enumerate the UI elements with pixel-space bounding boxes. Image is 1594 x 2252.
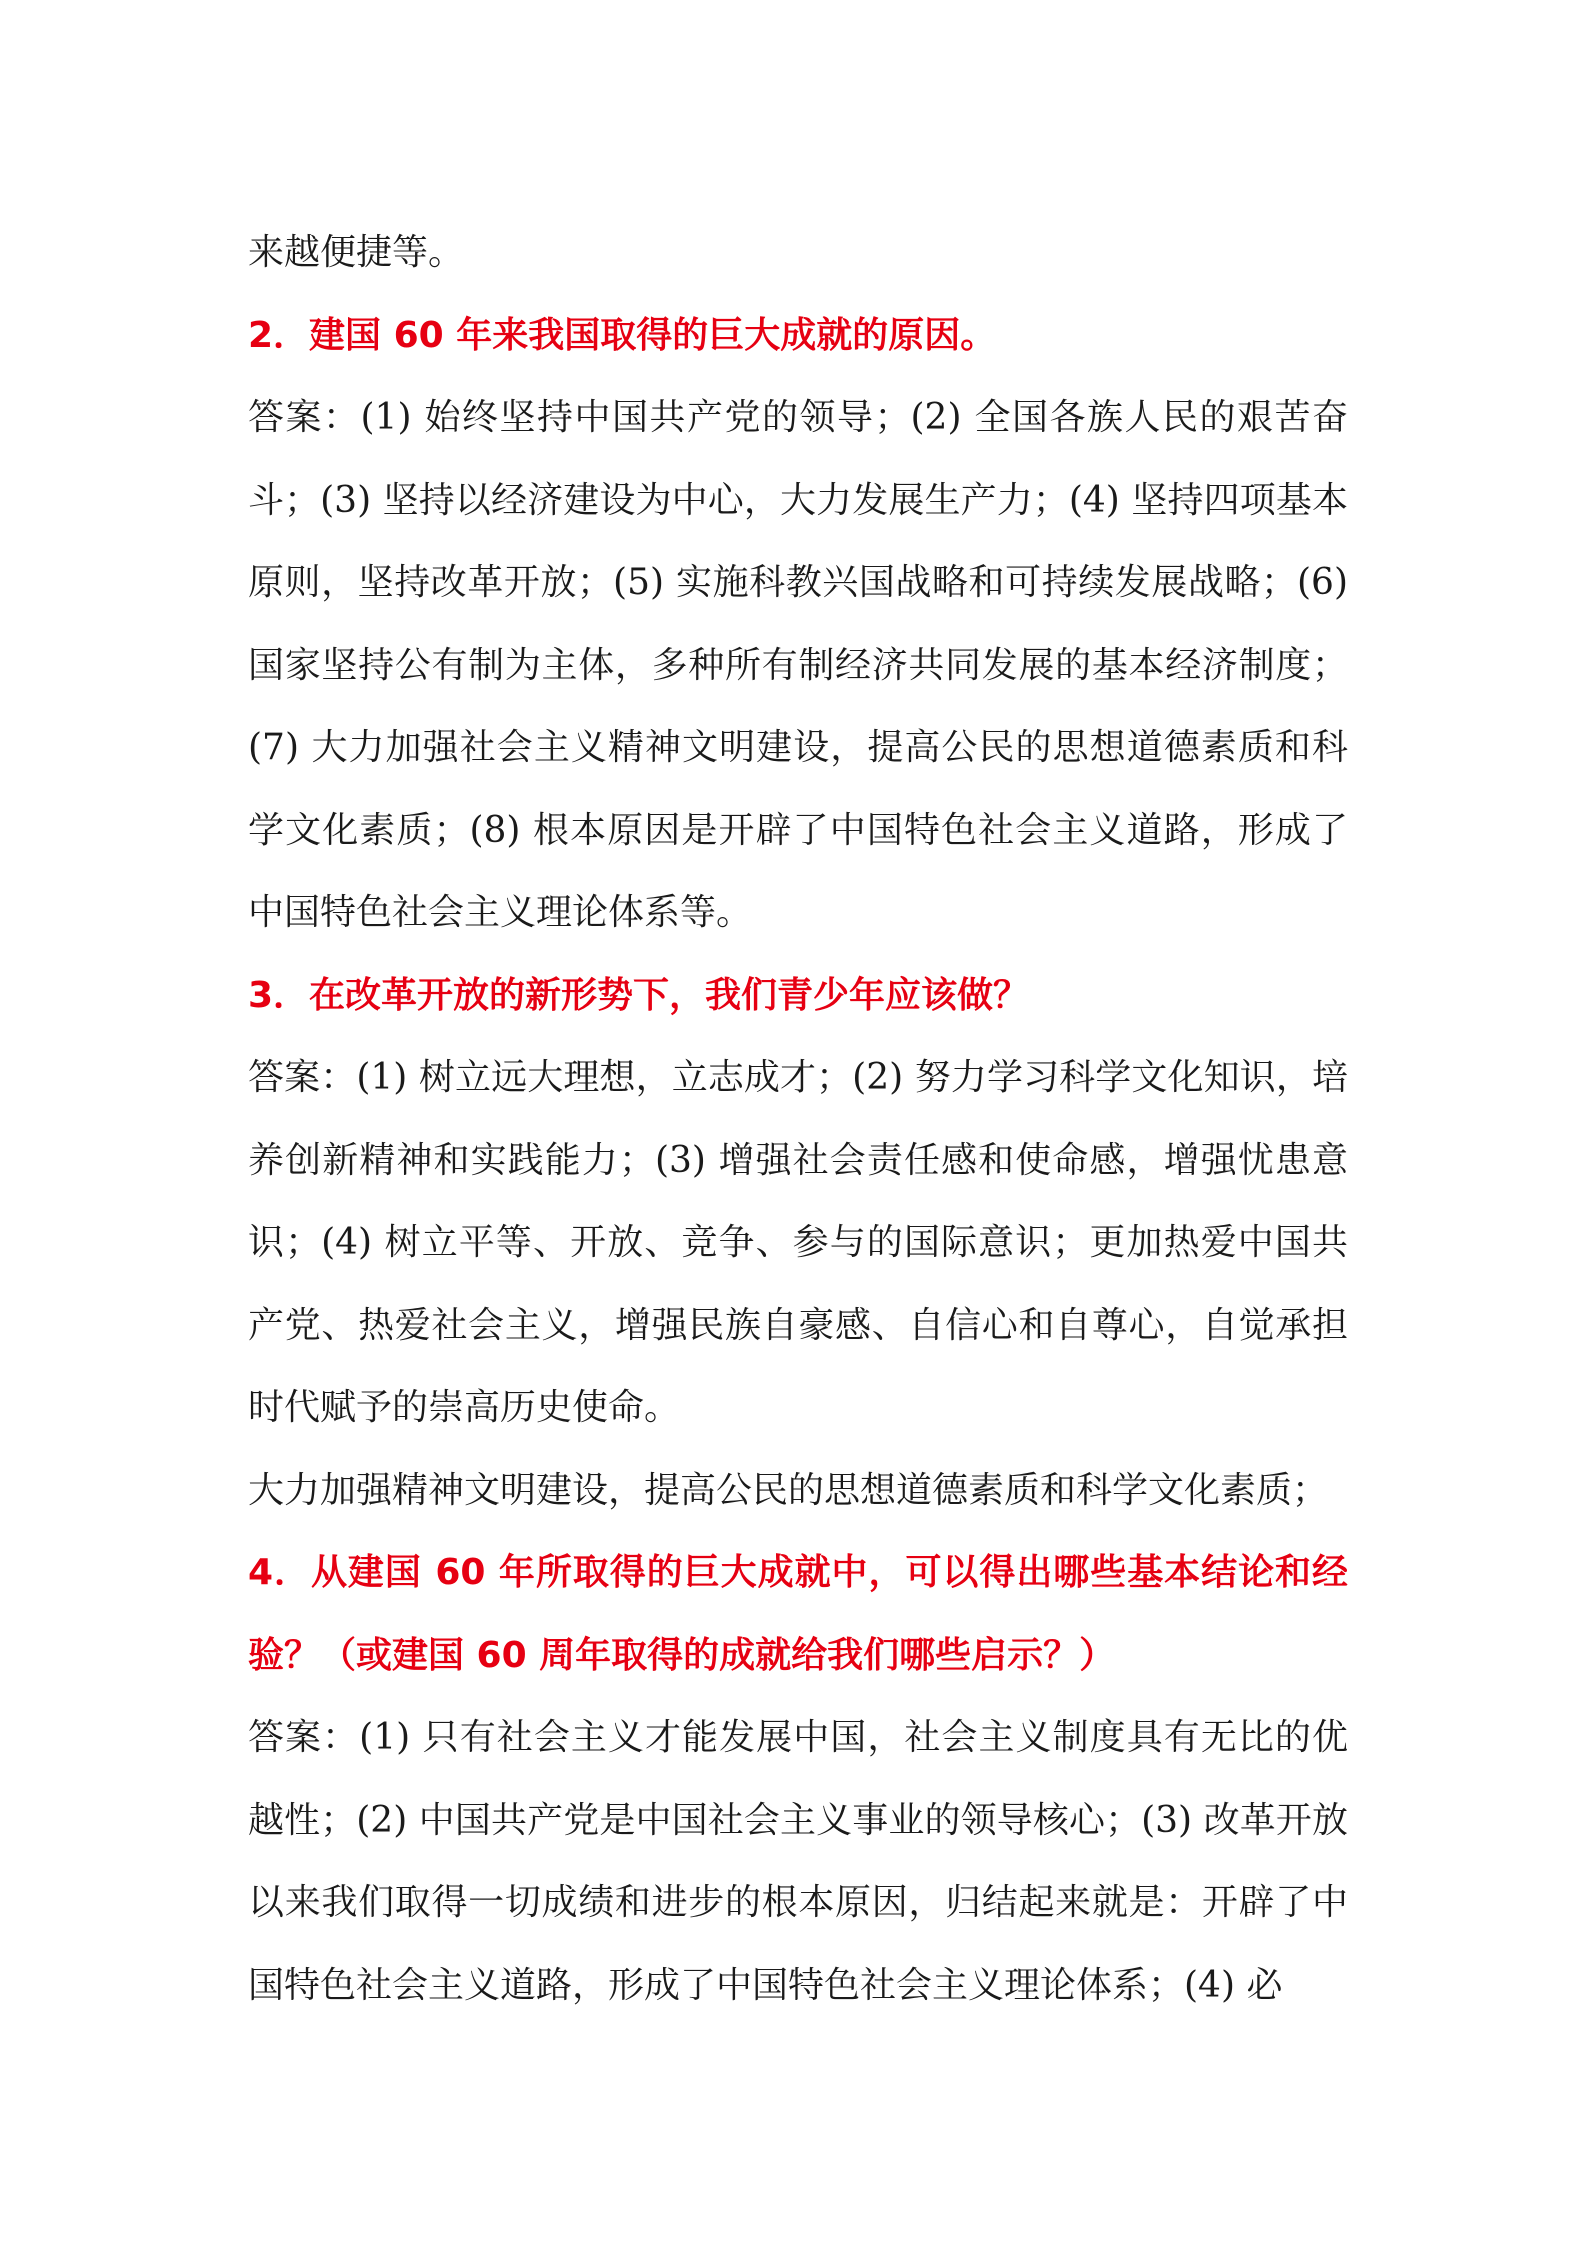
answer-3-extra: 大力加强精神文明建设，提高公民的思想道德素质和科学文化素质；	[248, 1469, 1329, 1511]
question-3: 3．在改革开放的新形势下，我们青少年应该做？	[248, 974, 1030, 1016]
lead-text: 来越便捷等。	[248, 232, 465, 273]
answer-2: 答案：(1) 始终坚持中国共产党的领导；(2) 全国各族人民的艰苦奋斗；(3) 坚持以经济建设为中心，大力发展生产力；(4) 坚持四项基本原则，坚持改革开放；(5) 实施科教兴国战略和可持续发展战略；(6) 国家坚持公有制为主体，多种所有制经济共同发展的基本经济制度；(7) 大力加强社会主义精神文明建设，提高公民的思想道德素质和科学文化素质；(8) 根本原因是开辟了中国特色社会主义道路，形成了中国特色社会主义理论体系等。	[248, 397, 1348, 933]
document-body	[248, 212, 1348, 2027]
answer-4: 答案：(1) 只有社会主义才能发展中国，社会主义制度具有无比的优越性；(2) 中国共产党是中国社会主义事业的领导核心；(3) 改革开放以来我们取得一切成绩和进步的根本原因，归结起来就是：开辟了中国特色社会主义道路，形成了中国特色社会主义理论体系；(4) 必	[248, 1717, 1348, 2006]
answer-3: 答案：(1) 树立远大理想，立志成才；(2) 努力学习科学文化知识，培养创新精神和实践能力；(3) 增强社会责任感和使命感，增强忧患意识；(4) 树立平等、开放、竞争、参与的国际意识；更加热爱中国共产党、热爱社会主义，增强民族自豪感、自信心和自尊心，自觉承担时代赋予的崇高历史使命。	[248, 1057, 1348, 1428]
question-4: 4．从建国 60 年所取得的巨大成就中，可以得出哪些基本结论和经验？（或建国 60 周年取得的成就给我们哪些启示？）	[248, 1552, 1348, 1676]
question-2: 2．建国 60 年来我国取得的巨大成就的原因。	[248, 314, 997, 356]
